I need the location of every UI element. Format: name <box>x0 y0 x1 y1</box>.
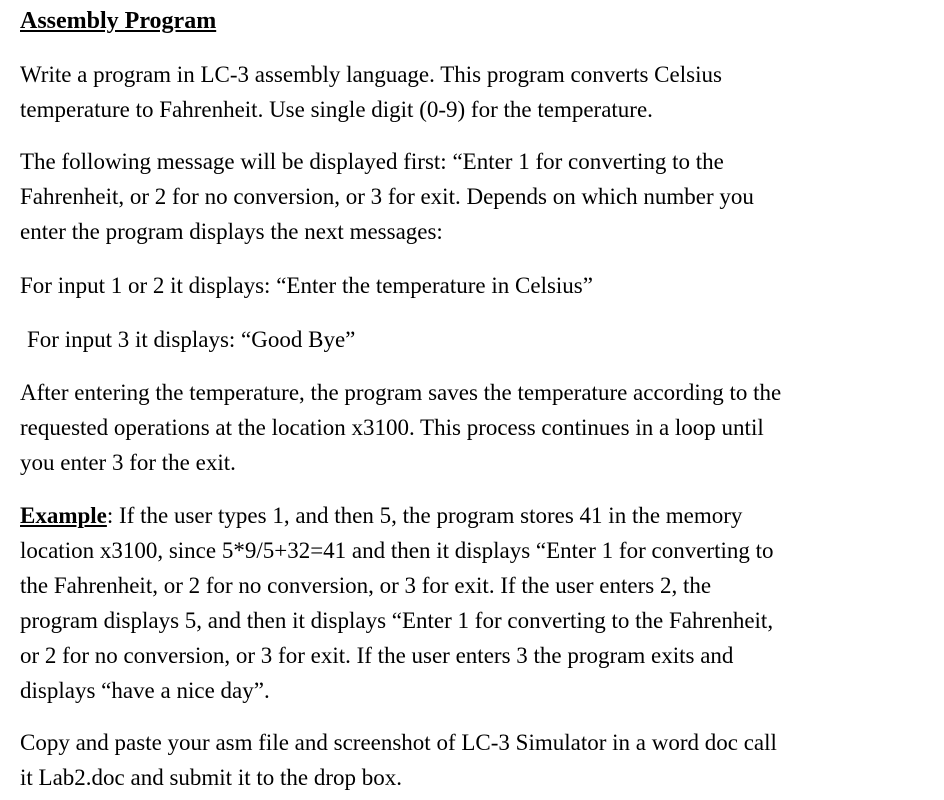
example-line: the Fahrenheit, or 2 for no conversion, or 3 for exit. If the user enters 2, the <box>20 573 712 598</box>
first-message-paragraph <box>20 144 920 249</box>
intro-line: Write a program in LC-3 assembly language. This program converts Celsius <box>20 62 722 87</box>
page-title: Assembly Program <box>20 8 217 34</box>
first-message-line: Fahrenheit, or 2 for no conversion, or 3 for exit. Depends on which number you <box>20 184 754 209</box>
intro-paragraph <box>20 57 920 127</box>
example-line: location x3100, since 5*9/5+32=41 and then it displays “Enter 1 for converting to <box>20 538 774 563</box>
input-3-paragraph <box>20 322 920 357</box>
after-entering-paragraph <box>20 375 920 480</box>
submission-paragraph <box>20 725 920 795</box>
example-line: or 2 for no conversion, or 3 for exit. If the user enters 3 the program exits and <box>20 643 734 668</box>
submission-line: Copy and paste your asm file and screenshot of LC-3 Simulator in a word doc call <box>20 730 777 755</box>
after-entering-line: requested operations at the location x3100. This process continues in a loop until <box>20 415 764 440</box>
first-message-line: The following message will be displayed first: “Enter 1 for converting to the <box>20 149 724 174</box>
submission-line: it Lab2.doc and submit it to the drop box. <box>20 765 403 790</box>
after-entering-line: you enter 3 for the exit. <box>20 450 236 475</box>
input-1-2-line: For input 1 or 2 it displays: “Enter the temperature in Celsius” <box>20 273 593 298</box>
example-paragraph <box>20 498 920 708</box>
example-first-line-text: : If the user types 1, and then 5, the program stores 41 in the memory <box>106 503 743 528</box>
input-3-line: For input 3 it displays: “Good Bye” <box>27 327 356 352</box>
first-message-line: enter the program displays the next messages: <box>20 219 443 244</box>
example-line: displays “have a nice day”. <box>20 678 270 703</box>
example-first-line <box>20 498 920 533</box>
example-line: program displays 5, and then it displays “Enter 1 for converting to the Fahrenheit, <box>20 608 774 633</box>
after-entering-line: After entering the temperature, the program saves the temperature according to the <box>20 380 782 405</box>
intro-line: temperature to Fahrenheit. Use single digit (0-9) for the temperature. <box>20 97 653 122</box>
example-label: Example <box>20 503 107 528</box>
input-1-2-paragraph <box>20 268 920 303</box>
